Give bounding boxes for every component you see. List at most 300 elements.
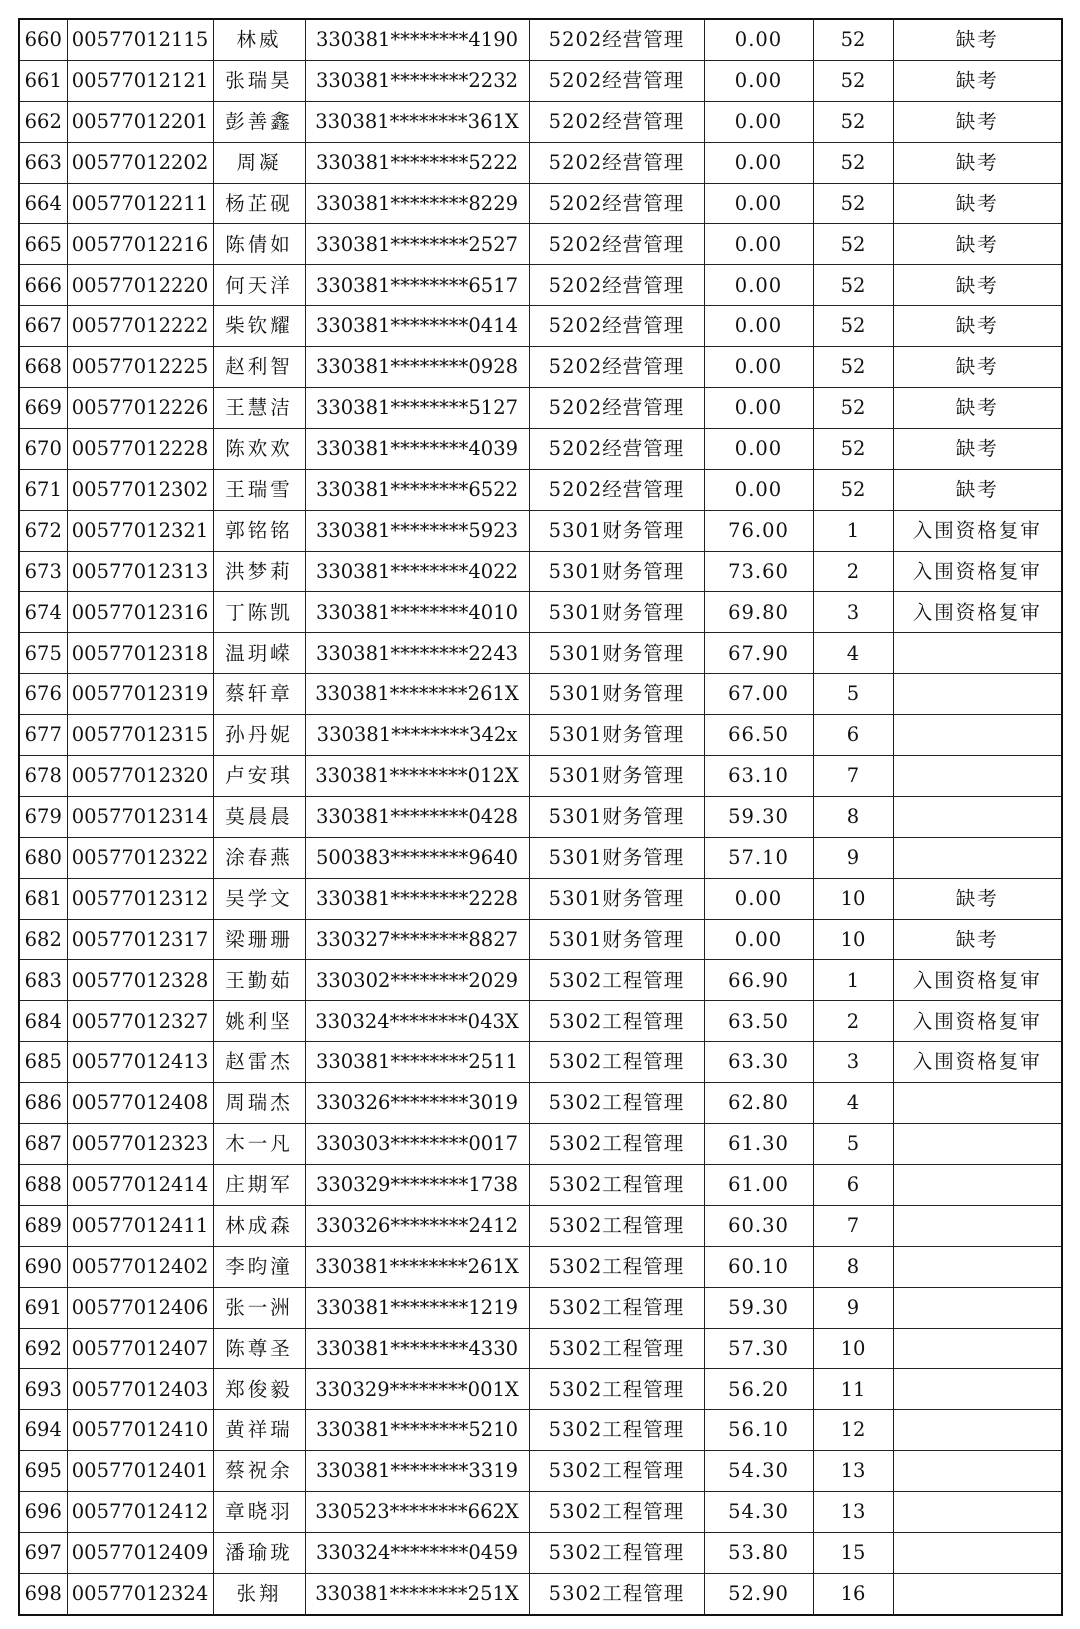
cell-note: 缺考 [893,19,1062,60]
cell-rank: 6 [813,1164,893,1205]
cell-id-number: 330381********012X [305,756,529,797]
table-row [19,19,1062,60]
cell-rank: 3 [813,592,893,633]
table-row [19,1287,1062,1328]
cell-exam-number: 00577012316 [67,592,213,633]
table-row [19,469,1062,510]
table-row [19,878,1062,919]
cell-post: 5301财务管理 [529,878,704,919]
cell-seq: 663 [19,142,67,183]
cell-rank: 52 [813,60,893,101]
table-row [19,592,1062,633]
cell-rank: 6 [813,715,893,756]
cell-seq: 670 [19,428,67,469]
cell-id-number: 330326********3019 [305,1083,529,1124]
cell-id-number: 330381********4039 [305,428,529,469]
cell-id-number: 330381********8229 [305,183,529,224]
cell-name: 蔡祝余 [213,1451,305,1492]
cell-score: 60.30 [704,1205,813,1246]
cell-name: 林威 [213,19,305,60]
cell-post: 5301财务管理 [529,674,704,715]
table-row [19,183,1062,224]
cell-seq: 679 [19,796,67,837]
cell-score: 66.90 [704,960,813,1001]
table-row [19,1164,1062,1205]
cell-score: 69.80 [704,592,813,633]
cell-score: 54.30 [704,1492,813,1533]
cell-post: 5202经营管理 [529,19,704,60]
cell-seq: 691 [19,1287,67,1328]
cell-post: 5302工程管理 [529,1410,704,1451]
cell-seq: 681 [19,878,67,919]
cell-seq: 668 [19,347,67,388]
cell-exam-number: 00577012322 [67,837,213,878]
table-row [19,142,1062,183]
cell-seq: 664 [19,183,67,224]
cell-exam-number: 00577012401 [67,1451,213,1492]
table-row [19,388,1062,429]
cell-post: 5302工程管理 [529,1451,704,1492]
cell-post: 5202经营管理 [529,224,704,265]
cell-id-number: 330381********4190 [305,19,529,60]
cell-id-number: 330381********2232 [305,60,529,101]
cell-note [893,1532,1062,1573]
table-row [19,1451,1062,1492]
cell-rank: 52 [813,306,893,347]
cell-id-number: 330381********0928 [305,347,529,388]
cell-name: 洪梦莉 [213,551,305,592]
cell-id-number: 330381********1219 [305,1287,529,1328]
cell-exam-number: 00577012314 [67,796,213,837]
cell-rank: 9 [813,1287,893,1328]
cell-exam-number: 00577012406 [67,1287,213,1328]
cell-rank: 16 [813,1573,893,1614]
cell-seq: 672 [19,510,67,551]
cell-note [893,633,1062,674]
cell-name: 梁珊珊 [213,919,305,960]
cell-exam-number: 00577012409 [67,1532,213,1573]
cell-post: 5202经营管理 [529,306,704,347]
cell-rank: 5 [813,1124,893,1165]
cell-exam-number: 00577012211 [67,183,213,224]
cell-exam-number: 00577012328 [67,960,213,1001]
cell-id-number: 330381********261X [305,1246,529,1287]
cell-id-number: 330381********5127 [305,388,529,429]
cell-score: 52.90 [704,1573,813,1614]
cell-rank: 52 [813,469,893,510]
cell-score: 0.00 [704,428,813,469]
cell-id-number: 330381********5210 [305,1410,529,1451]
cell-seq: 674 [19,592,67,633]
table-row [19,551,1062,592]
table-row [19,1532,1062,1573]
cell-post: 5301财务管理 [529,715,704,756]
cell-seq: 690 [19,1246,67,1287]
cell-post: 5301财务管理 [529,592,704,633]
cell-id-number: 330324********043X [305,1001,529,1042]
cell-name: 张一洲 [213,1287,305,1328]
cell-note [893,837,1062,878]
table-row [19,756,1062,797]
cell-exam-number: 00577012403 [67,1369,213,1410]
cell-rank: 7 [813,756,893,797]
cell-id-number: 330381********361X [305,101,529,142]
cell-score: 66.50 [704,715,813,756]
cell-post: 5301财务管理 [529,756,704,797]
cell-name: 丁陈凯 [213,592,305,633]
cell-name: 王勤茹 [213,960,305,1001]
cell-score: 76.00 [704,510,813,551]
cell-rank: 10 [813,878,893,919]
cell-name: 赵雷杰 [213,1042,305,1083]
table-row [19,1124,1062,1165]
cell-score: 0.00 [704,142,813,183]
cell-id-number: 330303********0017 [305,1124,529,1165]
cell-post: 5202经营管理 [529,60,704,101]
table-row [19,1492,1062,1533]
cell-exam-number: 00577012313 [67,551,213,592]
cell-name: 孙丹妮 [213,715,305,756]
cell-name: 林成森 [213,1205,305,1246]
cell-name: 卢安琪 [213,756,305,797]
cell-exam-number: 00577012320 [67,756,213,797]
cell-id-number: 330523********662X [305,1492,529,1533]
cell-rank: 2 [813,1001,893,1042]
cell-exam-number: 00577012414 [67,1164,213,1205]
cell-score: 0.00 [704,347,813,388]
cell-id-number: 330381********5222 [305,142,529,183]
cell-exam-number: 00577012312 [67,878,213,919]
cell-id-number: 330381********2228 [305,878,529,919]
cell-seq: 675 [19,633,67,674]
cell-seq: 693 [19,1369,67,1410]
table-row [19,674,1062,715]
cell-exam-number: 00577012321 [67,510,213,551]
cell-exam-number: 00577012201 [67,101,213,142]
cell-seq: 680 [19,837,67,878]
cell-note [893,1124,1062,1165]
cell-note [893,1205,1062,1246]
table-row [19,1083,1062,1124]
cell-rank: 8 [813,1246,893,1287]
cell-note: 缺考 [893,60,1062,101]
cell-post: 5202经营管理 [529,469,704,510]
cell-post: 5302工程管理 [529,1083,704,1124]
cell-exam-number: 00577012412 [67,1492,213,1533]
table-row [19,510,1062,551]
cell-seq: 696 [19,1492,67,1533]
cell-seq: 689 [19,1205,67,1246]
cell-exam-number: 00577012226 [67,388,213,429]
cell-seq: 660 [19,19,67,60]
cell-post: 5202经营管理 [529,347,704,388]
cell-name: 郑俊毅 [213,1369,305,1410]
cell-seq: 669 [19,388,67,429]
cell-name: 温玥嵘 [213,633,305,674]
cell-score: 0.00 [704,224,813,265]
cell-name: 庄期军 [213,1164,305,1205]
cell-rank: 52 [813,224,893,265]
cell-name: 莫晨晨 [213,796,305,837]
cell-seq: 695 [19,1451,67,1492]
cell-post: 5301财务管理 [529,633,704,674]
cell-id-number: 330302********2029 [305,960,529,1001]
cell-name: 赵利智 [213,347,305,388]
cell-exam-number: 00577012302 [67,469,213,510]
cell-id-number: 500383********9640 [305,837,529,878]
cell-exam-number: 00577012222 [67,306,213,347]
cell-rank: 9 [813,837,893,878]
cell-exam-number: 00577012410 [67,1410,213,1451]
cell-note: 缺考 [893,183,1062,224]
cell-score: 62.80 [704,1083,813,1124]
cell-post: 5302工程管理 [529,1246,704,1287]
cell-score: 53.80 [704,1532,813,1573]
cell-rank: 10 [813,1328,893,1369]
table-row [19,347,1062,388]
cell-id-number: 330381********3319 [305,1451,529,1492]
table-row [19,1573,1062,1614]
cell-seq: 661 [19,60,67,101]
cell-seq: 688 [19,1164,67,1205]
table-row [19,1369,1062,1410]
cell-score: 0.00 [704,878,813,919]
cell-score: 57.30 [704,1328,813,1369]
cell-seq: 683 [19,960,67,1001]
cell-score: 61.00 [704,1164,813,1205]
cell-seq: 682 [19,919,67,960]
cell-post: 5202经营管理 [529,388,704,429]
cell-score: 0.00 [704,388,813,429]
cell-score: 63.10 [704,756,813,797]
cell-post: 5302工程管理 [529,1328,704,1369]
cell-rank: 2 [813,551,893,592]
cell-seq: 692 [19,1328,67,1369]
cell-post: 5302工程管理 [529,1573,704,1614]
cell-seq: 687 [19,1124,67,1165]
cell-exam-number: 00577012121 [67,60,213,101]
cell-id-number: 330381********4010 [305,592,529,633]
cell-post: 5302工程管理 [529,1205,704,1246]
cell-note [893,1410,1062,1451]
cell-rank: 52 [813,142,893,183]
cell-rank: 52 [813,347,893,388]
cell-note [893,756,1062,797]
cell-seq: 671 [19,469,67,510]
table-row [19,837,1062,878]
table-row [19,1042,1062,1083]
cell-seq: 667 [19,306,67,347]
cell-name: 黄祥瑞 [213,1410,305,1451]
cell-exam-number: 00577012411 [67,1205,213,1246]
cell-seq: 673 [19,551,67,592]
cell-name: 彭善鑫 [213,101,305,142]
cell-exam-number: 00577012317 [67,919,213,960]
cell-id-number: 330381********6517 [305,265,529,306]
cell-rank: 15 [813,1532,893,1573]
cell-exam-number: 00577012319 [67,674,213,715]
cell-note [893,1492,1062,1533]
cell-note: 入围资格复审 [893,960,1062,1001]
cell-note: 缺考 [893,878,1062,919]
cell-post: 5202经营管理 [529,428,704,469]
table-row [19,306,1062,347]
table-row [19,428,1062,469]
table-row [19,796,1062,837]
cell-rank: 1 [813,960,893,1001]
cell-id-number: 330381********4022 [305,551,529,592]
cell-score: 54.30 [704,1451,813,1492]
cell-rank: 52 [813,265,893,306]
cell-name: 陈倩如 [213,224,305,265]
cell-exam-number: 00577012318 [67,633,213,674]
table-row [19,715,1062,756]
cell-name: 周凝 [213,142,305,183]
cell-note: 缺考 [893,101,1062,142]
cell-rank: 5 [813,674,893,715]
cell-note [893,1164,1062,1205]
cell-note [893,1451,1062,1492]
cell-post: 5301财务管理 [529,837,704,878]
results-table [18,18,1063,1616]
cell-score: 56.20 [704,1369,813,1410]
cell-note: 缺考 [893,388,1062,429]
cell-id-number: 330326********2412 [305,1205,529,1246]
cell-name: 何天洋 [213,265,305,306]
cell-name: 陈欢欢 [213,428,305,469]
cell-rank: 11 [813,1369,893,1410]
cell-note: 缺考 [893,224,1062,265]
table-row [19,224,1062,265]
cell-id-number: 330381********0428 [305,796,529,837]
cell-exam-number: 00577012324 [67,1573,213,1614]
cell-rank: 4 [813,633,893,674]
cell-score: 67.00 [704,674,813,715]
cell-id-number: 330381********2243 [305,633,529,674]
table-row [19,101,1062,142]
cell-post: 5302工程管理 [529,1164,704,1205]
cell-seq: 676 [19,674,67,715]
cell-score: 73.60 [704,551,813,592]
cell-note [893,715,1062,756]
cell-post: 5301财务管理 [529,551,704,592]
cell-score: 67.90 [704,633,813,674]
cell-note [893,1369,1062,1410]
cell-name: 李昀潼 [213,1246,305,1287]
cell-note: 入围资格复审 [893,1042,1062,1083]
cell-post: 5302工程管理 [529,960,704,1001]
cell-name: 张瑞昊 [213,60,305,101]
table-row [19,919,1062,960]
cell-rank: 10 [813,919,893,960]
cell-post: 5302工程管理 [529,1001,704,1042]
cell-note: 入围资格复审 [893,592,1062,633]
cell-score: 59.30 [704,796,813,837]
cell-note: 缺考 [893,306,1062,347]
cell-rank: 13 [813,1492,893,1533]
cell-note: 缺考 [893,469,1062,510]
cell-score: 60.10 [704,1246,813,1287]
table-row [19,633,1062,674]
cell-score: 57.10 [704,837,813,878]
cell-post: 5202经营管理 [529,101,704,142]
table-row [19,1410,1062,1451]
cell-id-number: 330381********0414 [305,306,529,347]
cell-name: 郭铭铭 [213,510,305,551]
cell-score: 61.30 [704,1124,813,1165]
cell-exam-number: 00577012402 [67,1246,213,1287]
cell-exam-number: 00577012115 [67,19,213,60]
cell-exam-number: 00577012315 [67,715,213,756]
cell-exam-number: 00577012228 [67,428,213,469]
cell-exam-number: 00577012216 [67,224,213,265]
cell-rank: 52 [813,101,893,142]
cell-score: 0.00 [704,919,813,960]
cell-seq: 698 [19,1573,67,1614]
cell-id-number: 330381********251X [305,1573,529,1614]
cell-seq: 677 [19,715,67,756]
cell-score: 0.00 [704,101,813,142]
cell-score: 0.00 [704,265,813,306]
cell-score: 0.00 [704,306,813,347]
cell-note: 入围资格复审 [893,1001,1062,1042]
cell-exam-number: 00577012413 [67,1042,213,1083]
cell-id-number: 330324********0459 [305,1532,529,1573]
cell-rank: 52 [813,183,893,224]
cell-seq: 678 [19,756,67,797]
cell-note: 缺考 [893,265,1062,306]
cell-post: 5302工程管理 [529,1287,704,1328]
cell-name: 柴钦耀 [213,306,305,347]
cell-post: 5202经营管理 [529,142,704,183]
cell-rank: 4 [813,1083,893,1124]
cell-seq: 694 [19,1410,67,1451]
cell-score: 0.00 [704,183,813,224]
cell-name: 吴学文 [213,878,305,919]
table-row [19,1328,1062,1369]
cell-post: 5302工程管理 [529,1532,704,1573]
cell-seq: 666 [19,265,67,306]
cell-name: 木一凡 [213,1124,305,1165]
cell-exam-number: 00577012327 [67,1001,213,1042]
cell-id-number: 330329********1738 [305,1164,529,1205]
table-row [19,60,1062,101]
cell-post: 5301财务管理 [529,510,704,551]
cell-post: 5302工程管理 [529,1369,704,1410]
cell-id-number: 330381********5923 [305,510,529,551]
cell-post: 5202经营管理 [529,265,704,306]
cell-seq: 665 [19,224,67,265]
cell-rank: 52 [813,428,893,469]
cell-note [893,1328,1062,1369]
cell-seq: 684 [19,1001,67,1042]
results-sheet [18,18,1061,1616]
cell-score: 0.00 [704,469,813,510]
cell-name: 涂春燕 [213,837,305,878]
cell-score: 63.50 [704,1001,813,1042]
cell-post: 5301财务管理 [529,919,704,960]
cell-exam-number: 00577012408 [67,1083,213,1124]
table-row [19,1246,1062,1287]
cell-post: 5302工程管理 [529,1124,704,1165]
cell-note: 缺考 [893,142,1062,183]
cell-note [893,1287,1062,1328]
cell-seq: 685 [19,1042,67,1083]
cell-score: 0.00 [704,60,813,101]
cell-note: 缺考 [893,428,1062,469]
cell-id-number: 330327********8827 [305,919,529,960]
cell-name: 蔡轩章 [213,674,305,715]
